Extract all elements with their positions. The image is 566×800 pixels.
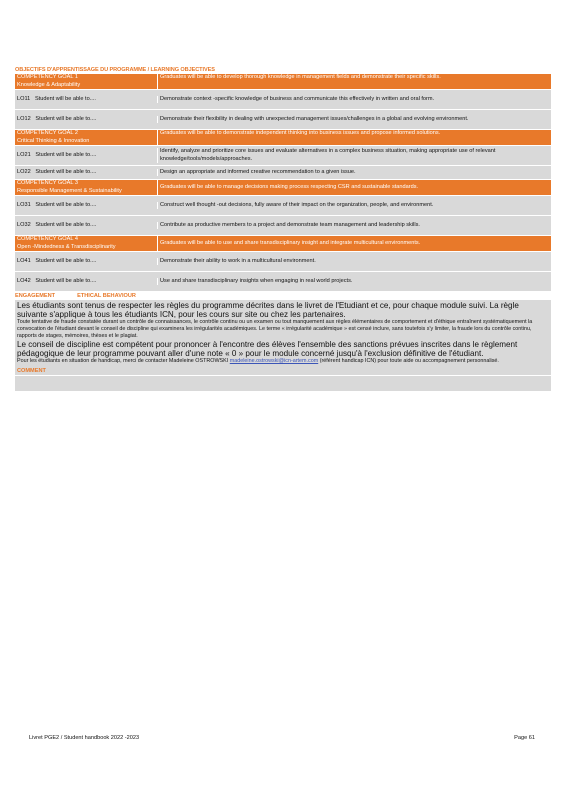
competency-code: COMPETENCY GOAL 3 <box>17 180 78 186</box>
lo-code: LO21 <box>17 151 31 158</box>
lo-label <box>15 169 157 177</box>
competency-goal: Graduates will be able to manage decisions making process respecting CSR and sustainable standards. <box>157 180 551 195</box>
lo-row <box>15 272 551 292</box>
lo-student: Student will be able to.... <box>35 257 97 264</box>
lo-student: Student will be able to.... <box>35 151 97 158</box>
competency-label <box>15 236 157 251</box>
lo-row <box>15 166 551 180</box>
lo-text: Demonstrate their flexibility in dealing with unexpected management issues/challenges in a global and evolving environment. <box>157 116 551 124</box>
comment-title: COMMENT <box>15 367 551 375</box>
competency-row <box>15 74 551 90</box>
lo-label <box>15 278 157 286</box>
competency-code: COMPETENCY GOAL 2 <box>17 130 78 136</box>
competency-label <box>15 130 157 145</box>
lo-code: LO42 <box>17 277 31 284</box>
handicap-text: Pour les étudiants en situation de handicap, merci de contacter Madeleine OSTROWSKI <box>17 358 229 364</box>
lo-row <box>15 196 551 216</box>
lo-label <box>15 152 157 160</box>
competency-row <box>15 130 551 146</box>
comment-box <box>15 376 551 391</box>
lo-text: Identify, analyze and prioritize core issues and evaluate alternatives in a complex business situation, making appropriate use of relevant knowledge/tools/models/approaches. <box>157 148 551 163</box>
lo-code: LO41 <box>17 257 31 264</box>
competency-name: Knowledge & Adaptability <box>17 81 81 88</box>
handicap-text-end: (référent handicap ICN) pour toute aide ou accompagnement personnalisé. <box>319 358 499 364</box>
competency-goal: Graduates will be able to demonstrate independent thinking into business issues and propose informed solutions. <box>157 130 551 145</box>
lo-student: Student will be able to.... <box>35 277 97 284</box>
lo-student: Student will be able to.... <box>35 168 97 175</box>
engagement-title <box>15 292 551 300</box>
lo-code: LO11 <box>17 95 31 102</box>
lo-row <box>15 216 551 236</box>
lo-text: Use and share transdisciplinary insights when engaging in real world projects. <box>157 278 551 286</box>
lo-code: LO31 <box>17 201 31 208</box>
competency-name: Open -Mindedness & Transdisciplinarity <box>17 243 116 250</box>
lo-row <box>15 90 551 110</box>
lo-row <box>15 146 551 166</box>
page-number: Page 61 <box>514 735 535 741</box>
competency-row <box>15 180 551 196</box>
lo-text: Demonstrate context -specific knowledge of business and communicate this effectively in written and oral form. <box>157 96 551 104</box>
lo-code: LO32 <box>17 221 31 228</box>
competency-code: COMPETENCY GOAL 1 <box>17 74 78 80</box>
lo-label <box>15 96 157 104</box>
footer-left: Livret PGE2 / Student handbook 2022 -2023 <box>29 735 140 741</box>
objectives-title: OBJECTIFS D'APPRENTISSAGE DU PROGRAMME / LEARNING OBJECTIVES <box>15 67 215 73</box>
competency-row <box>15 236 551 252</box>
competency-goal: Graduates will be able to develop thorough knowledge in management fields and demonstrate their specific skills. <box>157 74 551 89</box>
contact-email-link[interactable]: madeleine.ostrowski@icn-artem.com <box>229 358 319 364</box>
lo-student: Student will be able to.... <box>35 115 97 122</box>
lo-code: LO22 <box>17 168 31 175</box>
engagement-paragraph-2: Toute tentative de fraude constatée durant un contrôle de connaissances, le contrôle continu ou un examen ou tout manquement aux règles élémentaires de comportement et d'éthique entraînent systématiquement la convocation de l'étudiant devant le conseil de discipline qui examinera les irrégularités académiques. Le terme « irrégularité académique » est censé inclure, sans toutefois s'y limiter, la fraude lors du contrôle continu, rapports de stages, mémoires, thèses et le plagiat. <box>17 319 533 339</box>
page-footer <box>29 735 535 741</box>
engagement-paragraph-3: Le conseil de discipline est compétent pour prononcer à l'encontre des élèves l'ensemble des sanctions prévues inscrites dans le règlement pédagogique de leur programme pouvant aller d'une note « 0 » pour le module concerné jusqu'à l'exclusion définitive de l'étudiant. <box>17 340 518 358</box>
engagement-paragraph-4 <box>17 358 549 365</box>
lo-label <box>15 202 157 210</box>
engagement-title-fr: ENGAGEMENT <box>15 293 56 299</box>
lo-label <box>15 258 157 266</box>
lo-text: Construct well thought -out decisions, fully aware of their impact on the organization, people, and environment. <box>157 202 551 210</box>
engagement-title-en: ETHICAL BEHAVIOUR <box>77 293 136 299</box>
lo-code: LO12 <box>17 115 31 122</box>
lo-student: Student will be able to.... <box>35 221 97 228</box>
lo-row <box>15 110 551 130</box>
competency-goal: Graduates will be able to use and share transdisciplinary insight and integrate multicultural environments. <box>157 236 551 251</box>
lo-student: Student will be able to.... <box>34 95 96 102</box>
competency-label <box>15 180 157 195</box>
lo-text: Contribute as productive members to a project and demonstrate team management and leadership skills. <box>157 222 551 230</box>
competency-name: Critical Thinking & Innovation <box>17 137 90 144</box>
lo-label <box>15 116 157 124</box>
lo-text: Design an appropriate and informed creative recommendation to a given issue. <box>157 169 551 177</box>
competency-name: Responsible Management & Sustainability <box>17 187 122 194</box>
lo-row <box>15 252 551 272</box>
competency-code: COMPETENCY GOAL 4 <box>17 236 78 242</box>
document-body <box>15 66 551 391</box>
lo-label <box>15 222 157 230</box>
competency-label <box>15 74 157 89</box>
lo-student: Student will be able to.... <box>35 201 97 208</box>
engagement-paragraph-1: Les étudiants sont tenus de respecter les règles du programme décrites dans le livret de l'Etudiant et ce, pour chaque module suivi. La règle suivante s'applique à tous les étudiants ICN, pour les cours sur site ou chez les partenaires. <box>17 301 519 319</box>
engagement-box <box>15 300 551 367</box>
lo-text: Demonstrate their ability to work in a multicultural environment. <box>157 258 551 266</box>
